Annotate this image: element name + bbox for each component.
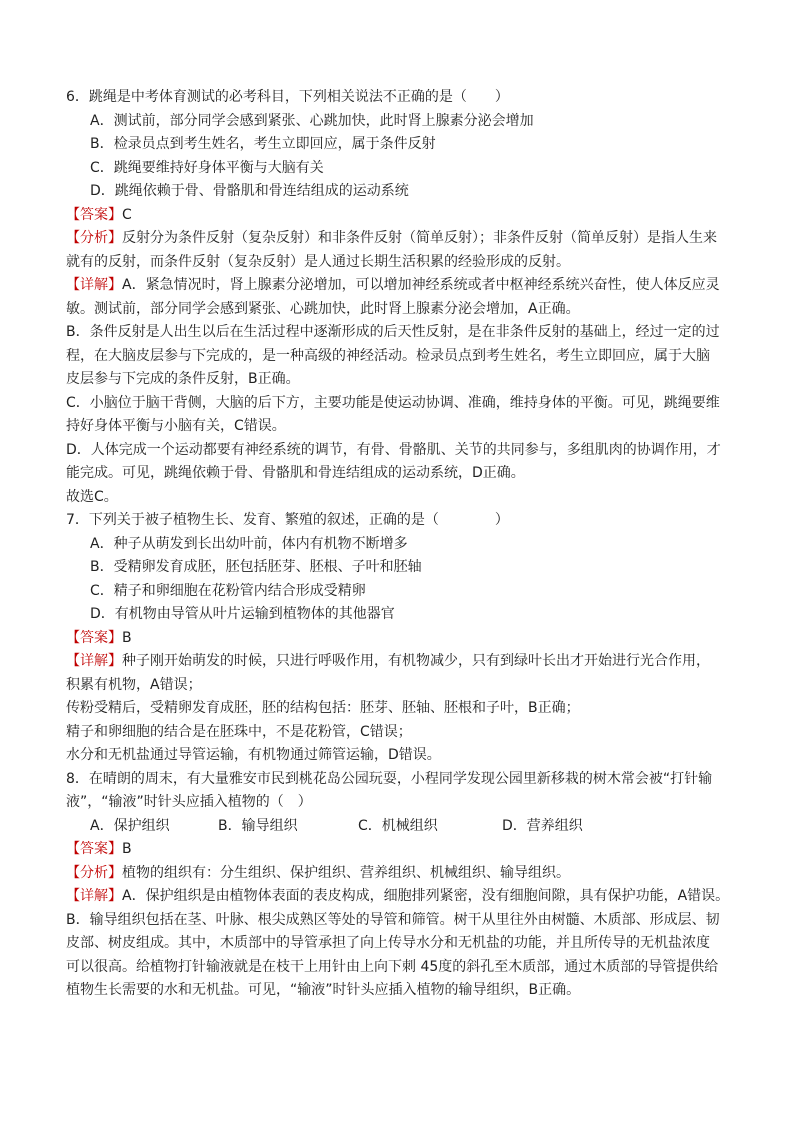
q6-detail-line-8: D．人体完成一个运动都要有神经系统的调节，有骨、骨骼肌、关节的共同参与，多组肌肉的协调作用，才 [66, 441, 721, 458]
q7-detail-text-1: 种子刚开始萌发的时候，只进行呼吸作用，有机物减少，只有到绿叶长出才开始进行光合作用， [122, 653, 710, 669]
q6-answer-value: C [122, 206, 132, 223]
q7-detail-line-4: 精子和卵细胞的结合是在胚珠中，不是花粉管，C错误； [66, 723, 412, 740]
q6-detail-line-4: 程，在大脑皮层参与下完成的，是一种高级的神经活动。检录员点到考生姓名，考生立即回应，属于大脑 [66, 347, 710, 364]
q6-detail-text-1: A．紧急情况时，肾上腺素分泌增加，可以增加神经系统或者中枢神经系统兴奋性，使人体反应灵 [122, 277, 720, 293]
q6-analysis-line-1 [66, 227, 734, 251]
q8-option-a: A．保护组织 [90, 817, 170, 834]
question-7-stem: 7．下列关于被子植物生长、发育、繁殖的叙述，正确的是（ ） [66, 512, 509, 528]
q8-detail-line-5: 植物生长需要的水和无机盐。可见，“输液”时针头应插入植物的输导组织，B正确。 [66, 982, 581, 998]
q7-option-c: C．精子和卵细胞在花粉管内结合形成受精卵 [90, 582, 366, 599]
q6-detail-line-5: 皮层参与下完成的条件反射，B正确。 [66, 371, 300, 387]
q6-detail-line-7: 持好身体平衡与小脑有关，C错误。 [66, 418, 286, 434]
q6-option-d: D．跳绳依赖于骨、骨骼肌和骨连结组成的运动系统 [90, 183, 409, 199]
q6-detail-line-9: 能完成。可见，跳绳依赖于骨、骨骼肌和骨连结组成的运动系统，D正确。 [66, 465, 525, 481]
q6-detail-line-10: 故选C。 [66, 488, 118, 505]
q7-answer-value: B [122, 629, 132, 646]
q8-detail-line-4: 可以很高。给植物打针输液就是在枝干上用针由上向下刺 45度的斜孔至木质部，通过木质部的导管提供给 [66, 958, 719, 975]
q8-answer [66, 838, 734, 862]
q8-detail-line-3: 皮部、树皮组成。其中，木质部中的导管承担了向上传导水分和无机盐的功能，并且所传导的无机盐浓度 [66, 935, 710, 951]
answer-tag: 【答案】 [66, 206, 122, 223]
q7-option-a: A．种子从萌发到长出幼叶前，体内有机物不断增多 [90, 535, 408, 552]
q8-analysis-text: 植物的组织有：分生组织、保护组织、营养组织、机械组织、输导组织。 [122, 864, 570, 881]
q8-options-row [66, 815, 734, 839]
q6-detail-line-6: C．小脑位于脑干背侧，大脑的后下方，主要功能是使运动协调、准确，维持身体的平衡。可见，跳绳要维 [66, 394, 720, 411]
detail-tag: 【详解】 [66, 888, 122, 904]
q7-option-d: D．有机物由导管从叶片运输到植物体的其他器官 [90, 606, 395, 622]
q6-detail-line-1 [66, 274, 734, 298]
q6-detail-line-3: B．条件反射是人出生以后在生活过程中逐渐形成的后天性反射，是在非条件反射的基础上，经过一定的过 [66, 324, 720, 340]
q8-detail-line-1 [66, 885, 734, 909]
q7-detail-line-3: 传粉受精后，受精卵发育成胚，胚的结构包括：胚芽、胚轴、胚根和子叶，B正确； [66, 700, 580, 716]
answer-tag: 【答案】 [66, 629, 122, 646]
q8-option-b: B．输导组织 [218, 817, 298, 834]
q6-analysis-text-1: 反射分为条件反射（复杂反射）和非条件反射（简单反射）；非条件反射（简单反射）是指人生来 [122, 230, 717, 246]
analysis-tag: 【分析】 [66, 230, 122, 246]
q6-analysis-line-2: 就有的反射，而条件反射（复杂反射）是人通过长期生活积累的经验形成的反射。 [66, 253, 570, 270]
q8-detail-text-1: A．保护组织是由植物体表面的表皮构成，细胞排列紧密，没有细胞间隙，具有保护功能，A错误。 [122, 888, 730, 904]
answer-tag: 【答案】 [66, 841, 122, 857]
question-8-stem-line-2: 液”，“输液”时针头应插入植物的（ ） [66, 794, 312, 810]
q7-option-b: B．受精卵发育成胚，胚包括胚芽、胚根、子叶和胚轴 [90, 559, 422, 575]
question-6-stem: 6．跳绳是中考体育测试的必考科目，下列相关说法不正确的是（ ） [66, 89, 509, 105]
q7-detail-line-5: 水分和无机盐通过导管运输，有机物通过筛管运输，D错误。 [66, 747, 441, 763]
q8-option-d: D．营养组织 [502, 817, 583, 834]
q6-detail-line-2: 敏。测试前，部分同学会感到紧张、心跳加快，此时肾上腺素分泌会增加，A正确。 [66, 300, 580, 317]
q8-analysis [66, 862, 734, 886]
question-8-stem-line-1: 8．在晴朗的周末，有大量雅安市民到桃花岛公园玩耍，小程同学发现公园里新移栽的树木常会被“打针输 [66, 770, 713, 787]
q8-option-c: C．机械组织 [358, 817, 438, 834]
q7-detail-line-1 [66, 650, 734, 674]
q8-detail-line-2: B．输导组织包括在茎、叶脉、根尖成熟区等处的导管和筛管。树干从里往外由树髓、木质部、形成层、韧 [66, 911, 720, 928]
document-content [66, 86, 734, 1003]
q8-answer-value: B [122, 841, 132, 857]
q6-option-b: B．检录员点到考生姓名，考生立即回应，属于条件反射 [90, 136, 436, 152]
detail-tag: 【详解】 [66, 653, 122, 669]
analysis-tag: 【分析】 [66, 864, 122, 881]
q7-answer [66, 627, 734, 651]
q6-answer [66, 204, 734, 228]
q6-option-a: A．测试前，部分同学会感到紧张、心跳加快，此时肾上腺素分泌会增加 [90, 112, 534, 129]
q7-detail-line-2: 积累有机物，A错误； [66, 676, 202, 693]
detail-tag: 【详解】 [66, 277, 122, 293]
q6-option-c: C．跳绳要维持好身体平衡与大脑有关 [90, 159, 324, 176]
